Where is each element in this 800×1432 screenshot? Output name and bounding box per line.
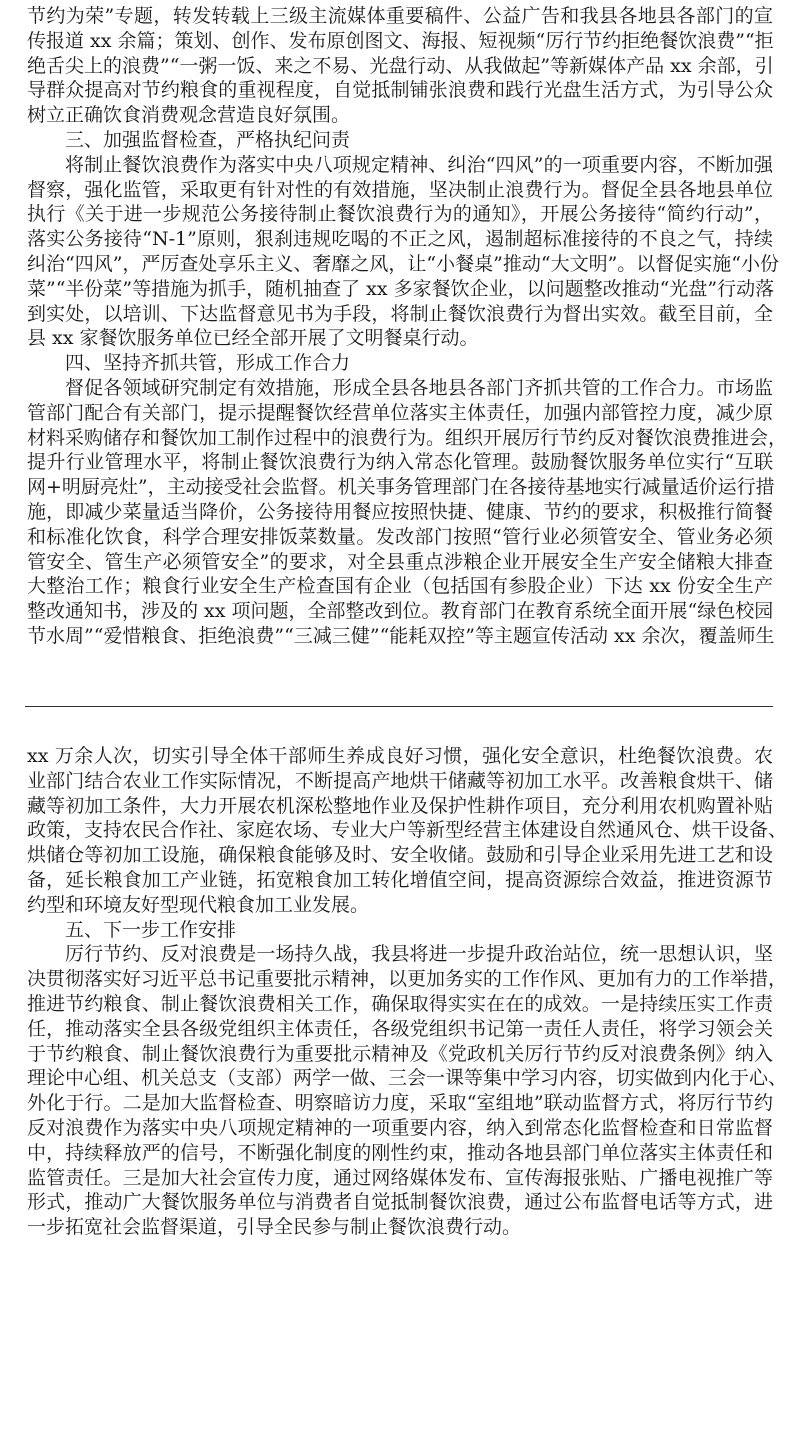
- text-line: 管部门配合有关部门，提示提醒餐饮经营单位落实主体责任，加强内部管控力度，减少原: [27, 401, 773, 424]
- text-line: 反对浪费作为落实中央八项规定精神的一项重要内容，纳入到常态化监督检查和日常监督: [27, 1116, 773, 1139]
- text-line: 大整治工作；粮食行业安全生产检查国有企业（包括国有参股企业）下达 xx 份安全生产: [27, 575, 773, 598]
- text-line: 执行《关于进一步规范公务接待制止餐饮浪费行为的通知》，开展公务接待“简约行动”，: [27, 203, 773, 226]
- text-line: 业部门结合农业工作实际情况，不断提高产地烘干储藏等初加工水平。改善粮食烘干、储: [27, 769, 773, 792]
- text-line: 导群众提高对节约粮食的重视程度，自觉抵制铺张浪费和践行光盘生活方式，为引导公众: [27, 79, 773, 102]
- text-line: 推进节约粮食、制止餐饮浪费相关工作，确保取得实实在在的成效。一是持续压实工作责: [27, 992, 773, 1015]
- text-line: 落实公务接待“N-1”原则，狠刹违规吃喝的不正之风，遏制超标准接待的不良之气，持续: [27, 228, 773, 251]
- text-line: 藏等初加工条件，大力开展农机深松整地作业及保护性耕作项目，充分利用农机购置补贴: [27, 794, 773, 817]
- text-line: 督察，强化监管，采取更有针对性的有效措施，坚决制止浪费行为。督促全县各地县单位: [27, 178, 773, 201]
- text-line: 纠治“四风”，严厉查处享乐主义、奢靡之风，让“小餐桌”推动“大文明”。以督促实施“小份: [27, 252, 779, 275]
- text-line: 将制止餐饮浪费作为落实中央八项规定精神、纠治“四风”的一项重要内容，不断加强: [65, 153, 773, 176]
- text-line: 整改通知书，涉及的 xx 项问题，全部整改到位。教育部门在教育系统全面开展“绿色校园: [27, 600, 774, 623]
- text-line: 政策，支持农民合作社、家庭农场、专业大户等新型经营主体建设自然通风仓、烘干设备、: [27, 819, 788, 842]
- text-line: 外化于行。二是加大监督检查、明察暗访力度，采取“室组地”联动监督方式，将厉行节约: [27, 1092, 773, 1115]
- text-line: 节约为荣”专题，转发转载上三级主流媒体重要稿件、公益广告和我县各地县各部门的宣: [27, 5, 773, 27]
- text-line: 一步拓宽社会监督渠道，引导全民参与制止餐饮浪费行动。: [27, 1216, 522, 1239]
- text-line: 监管责任。三是加大社会宣传力度，通过网络媒体发布、宣传海报张贴、广播电视推广等: [27, 1166, 773, 1189]
- text-line: 备，延长粮食加工产业链，拓宽粮食加工转化增值空间，提高资源综合效益，推进资源节: [27, 868, 773, 891]
- text-line: 理论中心组、机关总支（支部）两学一做、三会一课等集中学习内容，切实做到内化于心、: [27, 1067, 788, 1090]
- text-line: 县 xx 家餐饮服务单位已经全部开展了文明餐桌行动。: [27, 327, 479, 350]
- text-line: 和标准化饮食，科学合理安排饭菜数量。发改部门按照“管行业必须管安全、管业务必须: [27, 525, 773, 548]
- section-heading: 五、下一步工作安排: [65, 918, 237, 941]
- text-line: 菜”“半份菜”等措施为抓手，随机抽查了 xx 多家餐饮企业，以问题整改推动“光盘”行动落: [27, 277, 775, 300]
- text-line: 节水周”“爱惜粮食、拒绝浪费”“三减三健”“能耗双控”等主题宣传活动 xx 余次，覆盖师生: [27, 624, 775, 647]
- text-line: 到实处，以培训、下达监督意见书为手段，将制止餐饮浪费行为督出实效。截至目前，全: [27, 302, 773, 325]
- section-heading: 三、加强监督检查，严格执纪问责: [65, 128, 351, 151]
- text-line: 中，持续释放严的信号，不断强化制度的刚性约束，推动各地县部门单位落实主体责任和: [27, 1141, 773, 1164]
- document-page-1: [27, 4, 788, 649]
- text-line: xx 万余人次，切实引导全体干部师生养成良好习惯，强化安全意识，杜绝餐饮浪费。农: [27, 745, 773, 767]
- text-line: 约型和环境友好型现代粮食加工业发展。: [27, 893, 370, 916]
- text-line: 决贯彻落实好习近平总书记重要批示精神，以更加务实的工作作风、更加有力的工作举措，: [27, 968, 788, 991]
- text-line: 传报道 xx 余篇；策划、创作、发布原创图文、海报、短视频“厉行节约拒绝餐饮浪费”“拒: [27, 29, 774, 52]
- text-line: 树立正确饮食消费观念营造良好氛围。: [27, 104, 351, 127]
- text-line: 督促各领域研究制定有效措施，形成全县各地县各部门齐抓共管的工作合力。市场监: [65, 376, 773, 399]
- text-line: 网+明厨亮灶”，主动接受社会监督。机关事务管理部门在各接待基地实行减量适价运行措: [27, 476, 775, 499]
- text-line: 施，即减少菜量适当降价，公务接待用餐应按照快捷、健康、节约的要求，积极推行简餐: [27, 500, 773, 523]
- text-line: 管安全、管生产必须管安全”的要求，对全县重点涉粮企业开展安全生产安全储粮大排查: [27, 550, 773, 573]
- text-line: 厉行节约、反对浪费是一场持久战，我县将进一步提升政治站位，统一思想认识，坚: [65, 943, 773, 966]
- text-line: 任，推动落实全县各级党组织主体责任，各级党组织书记第一责任人责任，将学习领会关: [27, 1017, 773, 1040]
- text-line: 烘储仓等初加工设施，确保粮食能够及时、安全收储。鼓励和引导企业采用先进工艺和设: [27, 844, 773, 867]
- document-page-2: [27, 744, 788, 1240]
- page-divider: [25, 706, 773, 707]
- text-line: 绝舌尖上的浪费”“一粥一饭、来之不易、光盘行动、从我做起”等新媒体产品 xx 余部，引: [27, 54, 774, 77]
- text-line: 于节约粮食、制止餐饮浪费行为重要批示精神及《党政机关厉行节约反对浪费条例》纳入: [27, 1042, 773, 1065]
- text-line: 形式，推动广大餐饮服务单位与消费者自觉抵制餐饮浪费，通过公布监督电话等方式，进: [27, 1191, 773, 1214]
- text-line: 材料采购储存和餐饮加工制作过程中的浪费行为。组织开展厉行节约反对餐饮浪费推进会，: [27, 426, 788, 449]
- text-line: 提升行业管理水平，将制止餐饮浪费行为纳入常态化管理。鼓励餐饮服务单位实行“互联: [27, 451, 773, 474]
- section-heading: 四、坚持齐抓共管，形成工作合力: [65, 352, 351, 375]
